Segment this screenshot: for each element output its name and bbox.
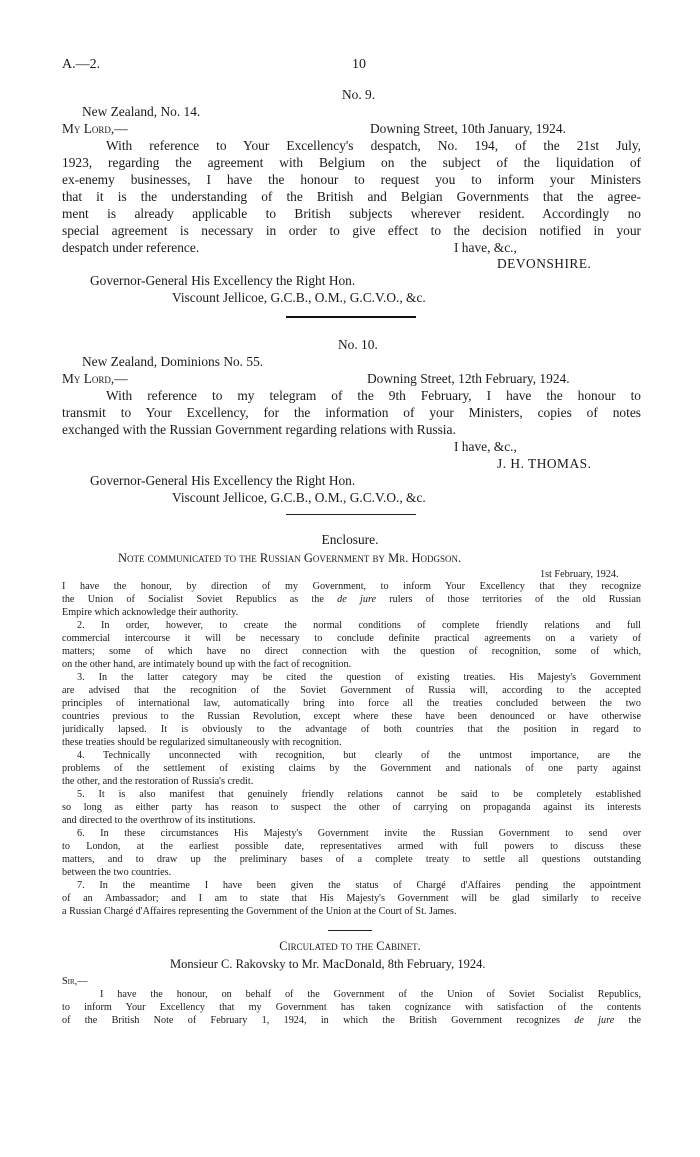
circular-line: of the British Note of February 1, 1924, in which the British Government recognizes de jure the [62,1015,641,1026]
enclosure-date: 1st February, 1924. [540,569,619,580]
section-divider [286,316,416,318]
letter-9-body-line: ment is already applicable to British subjects wherever resident. Accordingly no [62,206,641,221]
letter-9-addressee-line-2: Viscount Jellicoe, G.C.B., O.M., G.C.V.O., &c. [172,290,426,305]
letter-9-body-line: that it is the understanding of the British and Belgian Governments that the agree- [62,189,641,204]
letter-10-closing: I have, &c., [454,439,517,454]
letter-9-body-line: ex-enemy businesses, I have the honour to request you to inform your Ministers [62,172,641,187]
letter-9-closing: I have, &c., [454,240,517,255]
letter-9-body-line: special agreement is necessary in order to give effect to the decision notified in your [62,223,641,238]
enclosure-line: matters; some of which have no direct connection with the question of recognition, some of which, [62,646,641,657]
enclosure-line: principles of international law, automatically bring into force all the treaties concluded between the two [62,698,641,709]
enclosure-line: I have the honour, by direction of my Government, to inform Your Excellency that they recognize [62,581,641,592]
letter-9-body-line: 1923, regarding the agreement with Belgium on the subject of the liquidation of [62,155,641,170]
enclosure-line: 3. In the latter category may be cited the question of existing treaties. His Majesty's Government [77,672,641,683]
circular-from-to: Monsieur C. Rakovsky to Mr. MacDonald, 8th February, 1924. [170,957,486,971]
letter-10-number: No. 10. [338,337,378,352]
enclosure-line: 5. It is also manifest that genuinely friendly relations cannot be said to be completely established [77,789,641,800]
letter-9-number: No. 9. [342,87,376,102]
letter-9-body-line: With reference to Your Excellency's despatch, No. 194, of the 21st July, [106,138,641,153]
letter-10-body-line: transmit to Your Excellency, for the information of your Ministers, copies of notes [62,405,641,420]
circular-heading: Circulated to the Cabinet. [279,939,421,953]
enclosure-line: the other, and the restoration of Russia's credit. [62,776,254,787]
enclosure-subheading: Note communicated to the Russian Government by Mr. Hodgson. [118,551,462,565]
enclosure-line: a Russian Chargé d'Affaires representing the Government of the Union at the Court of St. James. [62,906,457,917]
letter-10-body-line: exchanged with the Russian Government regarding relations with Russia. [62,422,456,437]
enclosure-line: commercial intercourse it will be necessary to conclude definite practical agreements on a variety of [62,633,641,644]
enclosure-line: the Union of Socialist Soviet Republics as the de jure rulers of those territories of the old Russian [62,594,641,605]
enclosure-line: of an Ambassador; and I am to state that His Majesty's Government will be glad similarly to receive [62,893,641,904]
circular-line: to inform Your Excellency that my Government has taken cognizance with satisfaction of the contents [62,1002,641,1013]
section-divider [328,930,372,931]
letter-10-addressee-line-2: Viscount Jellicoe, G.C.B., O.M., G.C.V.O., &c. [172,490,426,505]
letter-10-salutation: My Lord,— [62,371,128,386]
enclosure-line: problems of the settlement of existing claims by the Government and nationals of one party against [62,763,641,774]
enclosure-line: on the other hand, are intimately bound up with the fact of recognition. [62,659,352,670]
enclosure-line: matters, and to draw up the preliminary bases of a complete treaty to settle all questions outstanding [62,854,641,865]
enclosure-line: countries previous to the Russian Revolution, except where these have been denounced or have otherwise [62,711,641,722]
enclosure-line: and directed to the overthrow of its institutions. [62,815,256,826]
circular-salutation: Sir,— [62,976,88,987]
enclosure-line: 6. In these circumstances His Majesty's Government invite the Russian Government to send over [77,828,641,839]
enclosure-line: so long as either party has reason to suspect the other of carrying on propaganda against its interests [62,802,641,813]
enclosure-line: to London, at the earliest possible date, representatives armed with full powers to discuss these [62,841,641,852]
enclosure-line: are advised that the recognition of the Soviet Government of Russia will, according to the accepted [62,685,641,696]
letter-10-signature: J. H. THOMAS. [497,456,592,471]
letter-10-body-line: With reference to my telegram of the 9th February, I have the honour to [106,388,641,403]
letter-9-recipient-country: New Zealand, No. 14. [82,104,201,119]
letter-9-salutation: My Lord,— [62,121,128,136]
letter-9-signature: DEVONSHIRE. [497,256,592,271]
enclosure-line: 7. In the meantime I have been given the status of Chargé d'Affaires pending the appointment [77,880,641,891]
enclosure-line: juridically lapsed. It is obviously to the advantage of both countries that the position in regard to [62,724,641,735]
letter-9-body-line: despatch under reference. [62,240,200,255]
section-divider [286,514,416,515]
letter-10-address-date: Downing Street, 12th February, 1924. [367,371,570,386]
enclosure-line: these treaties should be regularized simultaneously with recognition. [62,737,342,748]
page-number: 10 [352,57,366,72]
letter-10-recipient-country: New Zealand, Dominions No. 55. [82,354,264,369]
letter-9-address-date: Downing Street, 10th January, 1924. [370,121,566,136]
enclosure-line: 4. Technically unconnected with recognition, but clearly of the untmost importance, are the [77,750,641,761]
letter-9-addressee-line-1: Governor-General His Excellency the Right Hon. [90,273,356,288]
enclosure-line: between the two countries. [62,867,172,878]
circular-line: I have the honour, on behalf of the Government of the Union of Soviet Socialist Republics, [100,989,641,1000]
enclosure-heading: Enclosure. [321,532,379,547]
letter-10-addressee-line-1: Governor-General His Excellency the Right Hon. [90,473,356,488]
enclosure-line: Empire which acknowledge their authority. [62,607,239,618]
enclosure-line: 2. In order, however, to create the normal conditions of complete friendly relations and full [77,620,641,631]
document-reference: A.—2. [62,57,101,72]
